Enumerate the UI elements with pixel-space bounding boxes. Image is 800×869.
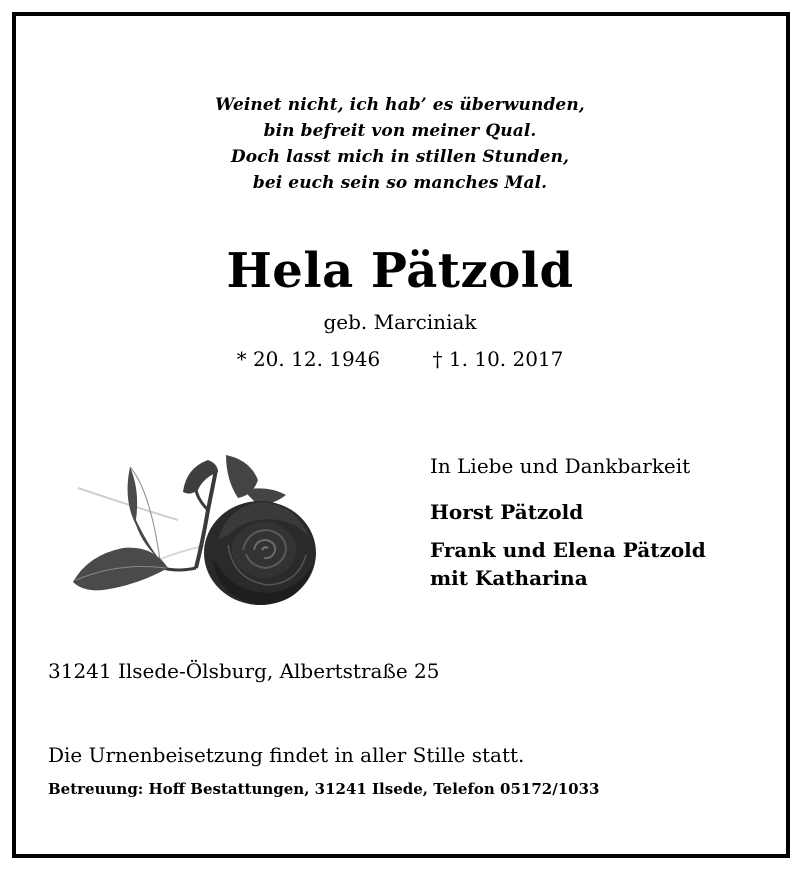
- deceased-name: Hela Pätzold: [226, 243, 574, 299]
- mourner-name: Frank und Elena Pätzold: [430, 538, 706, 562]
- poem: [0, 92, 800, 196]
- mourner-name: mit Katharina: [430, 566, 588, 590]
- poem-line: bei euch sein so manches Mal.: [252, 173, 548, 193]
- birth-date: * 20. 12. 1946: [236, 347, 381, 371]
- life-dates: [0, 344, 800, 374]
- address: 31241 Ilsede-Ölsburg, Albertstraße 25: [48, 659, 440, 683]
- funeral-home-note: Betreuung: Hoff Bestattungen, 31241 Ilsede, Telefon 05172/1033: [48, 780, 600, 798]
- death-date: † 1. 10. 2017: [432, 347, 564, 371]
- poem-line: Doch lasst mich in stillen Stunden,: [230, 147, 570, 167]
- burial-note: Die Urnenbeisetzung findet in aller Stille statt.: [48, 743, 525, 767]
- poem-line: Weinet nicht, ich hab’ es überwunden,: [215, 95, 585, 115]
- rose-icon: [68, 450, 330, 615]
- maiden-name: geb. Marciniak: [323, 310, 477, 334]
- mourner-name: Horst Pätzold: [430, 500, 584, 524]
- mourners-block: [430, 452, 770, 592]
- mourners-intro: In Liebe und Dankbarkeit: [430, 454, 691, 478]
- poem-line: bin befreit von meiner Qual.: [263, 121, 537, 141]
